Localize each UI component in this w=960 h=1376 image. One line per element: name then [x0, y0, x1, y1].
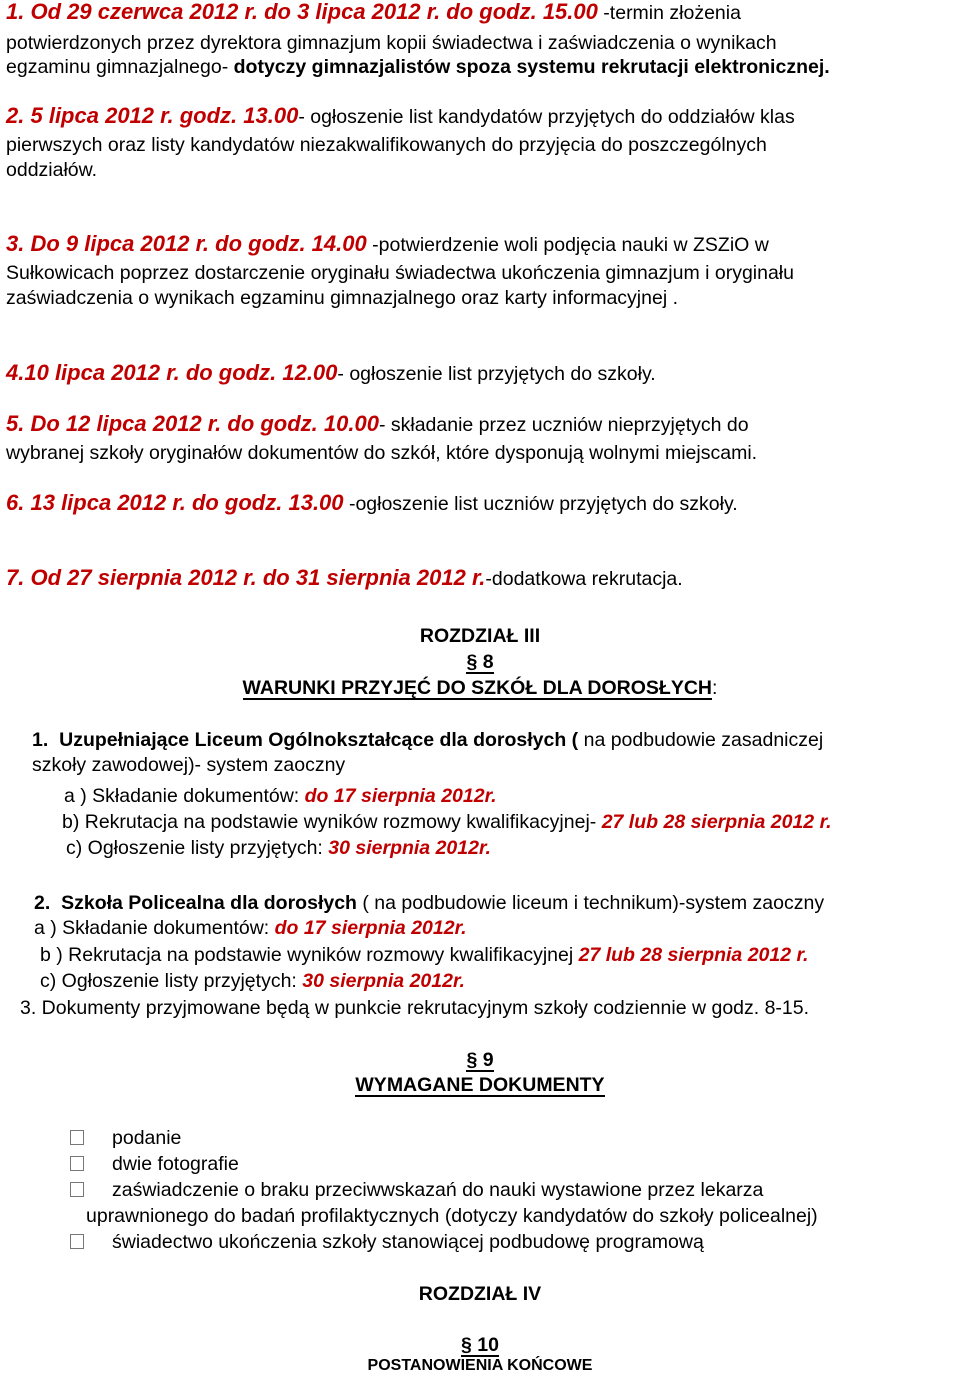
- item-7-line-1: [6, 566, 683, 591]
- section-10-title: § 10: [461, 1334, 499, 1356]
- item-3-line-2: Sułkowicach poprzez dostarczenie oryginału świadectwa ukończenia gimnazjum i oryginału: [6, 262, 794, 284]
- item-1-line-3: egzaminu gimnazjalnego- dotyczy gimnazjalistów spoza systemu rekrutacji elektronicznej.: [6, 56, 830, 78]
- item-7-number: 7.: [6, 565, 25, 590]
- section-8-wrap: [0, 650, 960, 674]
- doc-list-item: podanie: [70, 1126, 181, 1150]
- adult-school-1-line-2: szkoły zawodowej)- system zaoczny: [32, 754, 346, 776]
- adult-school-1-title: 1. Uzupełniające Liceum Ogólnokształcące dla dorosłych ( na podbudowie zasadniczej: [32, 729, 824, 751]
- item-4-number: 4.: [6, 360, 25, 385]
- item-4-date: 10 lipca 2012 r. do godz. 12.00: [24, 360, 338, 385]
- checkbox-icon: [70, 1182, 84, 1197]
- chapter-3-heading-wrap: WARUNKI PRZYJĘĆ DO SZKÓŁ DLA DOROSŁYCH:: [242, 677, 718, 699]
- adult-school-2-name: Szkoła Policealna dla dorosłych: [61, 892, 357, 914]
- item-4-text: - ogłoszenie list przyjętych do szkoły.: [337, 363, 656, 385]
- item-3-line-3: zaświadczenia o wynikach egzaminu gimnazjalnego oraz karty informacyjnej .: [6, 287, 678, 309]
- checkbox-icon: [70, 1130, 84, 1145]
- item-1-line-2: potwierdzonych przez dyrektora gimnazjum kopii świadectwa i zaświadczenia o wynikach: [6, 32, 777, 54]
- checkbox-icon: [70, 1156, 84, 1171]
- adult-school-1-a: a ) Składanie dokumentów: do 17 sierpnia 2012r.: [64, 785, 497, 807]
- item-2-line-3: oddziałów.: [6, 159, 98, 181]
- item-7-date: Od 27 sierpnia 2012 r. do 31 sierpnia 2012 r.: [30, 565, 486, 590]
- chapter-4-heading: POSTANOWIENIA KOŃCOWE: [367, 1357, 593, 1374]
- item-6-date: 13 lipca 2012 r. do godz. 13.00: [30, 490, 344, 515]
- item-5-line-1: [6, 412, 749, 437]
- chapter-3-title: ROZDZIAŁ III: [419, 625, 541, 647]
- section-9-wrap: [0, 1048, 960, 1072]
- doc-list-item: zaświadczenie o braku przeciwwskazań do nauki wystawione przez lekarza: [70, 1178, 763, 1202]
- item-3-text: -potwierdzenie woli podjęcia nauki w ZSZiO w: [366, 234, 769, 256]
- item-1-line-1: [6, 0, 741, 25]
- item-2-date: 5 lipca 2012 r. godz. 13.00: [30, 103, 299, 128]
- section-10-wrap: [0, 1333, 960, 1357]
- section-9-title: § 9: [466, 1049, 494, 1071]
- item-7-text: -dodatkowa rekrutacja.: [485, 568, 683, 590]
- item-3-number: 3.: [6, 231, 25, 256]
- item-1-emphasis: dotyczy gimnazjalistów spoza systemu rekrutacji elektronicznej.: [233, 56, 830, 78]
- item-5-date: Do 12 lipca 2012 r. do godz. 10.00: [30, 411, 379, 436]
- item-2-text: - ogłoszenie list kandydatów przyjętych do oddziałów klas: [298, 106, 795, 128]
- item-1-number: 1.: [6, 0, 25, 24]
- item-1-text: -termin złożenia: [597, 2, 741, 24]
- section-8-title: § 8: [466, 651, 494, 673]
- item-5-line-2: wybranej szkoły oryginałów dokumentów do szkół, które dysponują wolnymi miejscami.: [6, 442, 758, 464]
- chapter-4-title: ROZDZIAŁ IV: [418, 1283, 542, 1305]
- item-4-line-1: [6, 361, 656, 386]
- adult-school-1-b: b) Rekrutacja na podstawie wyników rozmowy kwalifikacyjnej- 27 lub 28 sierpnia 2012 r.: [62, 811, 832, 833]
- adult-school-1-c: c) Ogłoszenie listy przyjętych: 30 sierpnia 2012r.: [66, 837, 491, 859]
- item-5-number: 5.: [6, 411, 25, 436]
- adult-school-1-name: Uzupełniające Liceum Ogólnokształcące dla dorosłych (: [59, 729, 579, 751]
- item-3-date: Do 9 lipca 2012 r. do godz. 14.00: [30, 231, 367, 256]
- item-3-line-1: [6, 232, 769, 257]
- adult-school-2-a: a ) Składanie dokumentów: do 17 sierpnia 2012r.: [34, 917, 467, 939]
- section-9-heading: WYMAGANE DOKUMENTY: [355, 1074, 605, 1096]
- item-6-line-1: [6, 491, 738, 516]
- doc-list-item: dwie fotografie: [70, 1152, 239, 1176]
- item-6-text: -ogłoszenie list uczniów przyjętych do szkoły.: [343, 493, 738, 515]
- checkbox-icon: [70, 1234, 84, 1249]
- item-2-line-1: [6, 104, 795, 129]
- item-6-number: 6.: [6, 490, 25, 515]
- doc-list-item-continued: uprawnionego do badań profilaktycznych (dotyczy kandydatów do szkoły policealnej): [86, 1205, 818, 1227]
- adult-school-2-b: b ) Rekrutacja na podstawie wyników rozmowy kwalifikacyjnej 27 lub 28 sierpnia 2012 r.: [40, 944, 809, 966]
- item-5-text: - składanie przez uczniów nieprzyjętych do: [378, 414, 749, 436]
- item-1-date: Od 29 czerwca 2012 r. do 3 lipca 2012 r. do godz. 15.00: [30, 0, 598, 24]
- adult-school-2-c: c) Ogłoszenie listy przyjętych: 30 sierpnia 2012r.: [40, 970, 465, 992]
- adult-school-2-title: 2. Szkoła Policealna dla dorosłych ( na podbudowie liceum i technikum)-system zaoczny: [34, 892, 825, 914]
- doc-list-item: świadectwo ukończenia szkoły stanowiącej podbudowę programową: [70, 1230, 704, 1254]
- item-2-line-2: pierwszych oraz listy kandydatów niezakwalifikowanych do przyjęcia do poszczególnych: [6, 134, 767, 156]
- item-2-number: 2.: [6, 103, 25, 128]
- section-9-heading-wrap: [0, 1073, 960, 1097]
- chapter-3-heading: WARUNKI PRZYJĘĆ DO SZKÓŁ DLA DOROSŁYCH: [242, 677, 713, 699]
- documents-accepted-note: 3. Dokumenty przyjmowane będą w punkcie rekrutacyjnym szkoły codziennie w godz. 8-15.: [20, 997, 810, 1019]
